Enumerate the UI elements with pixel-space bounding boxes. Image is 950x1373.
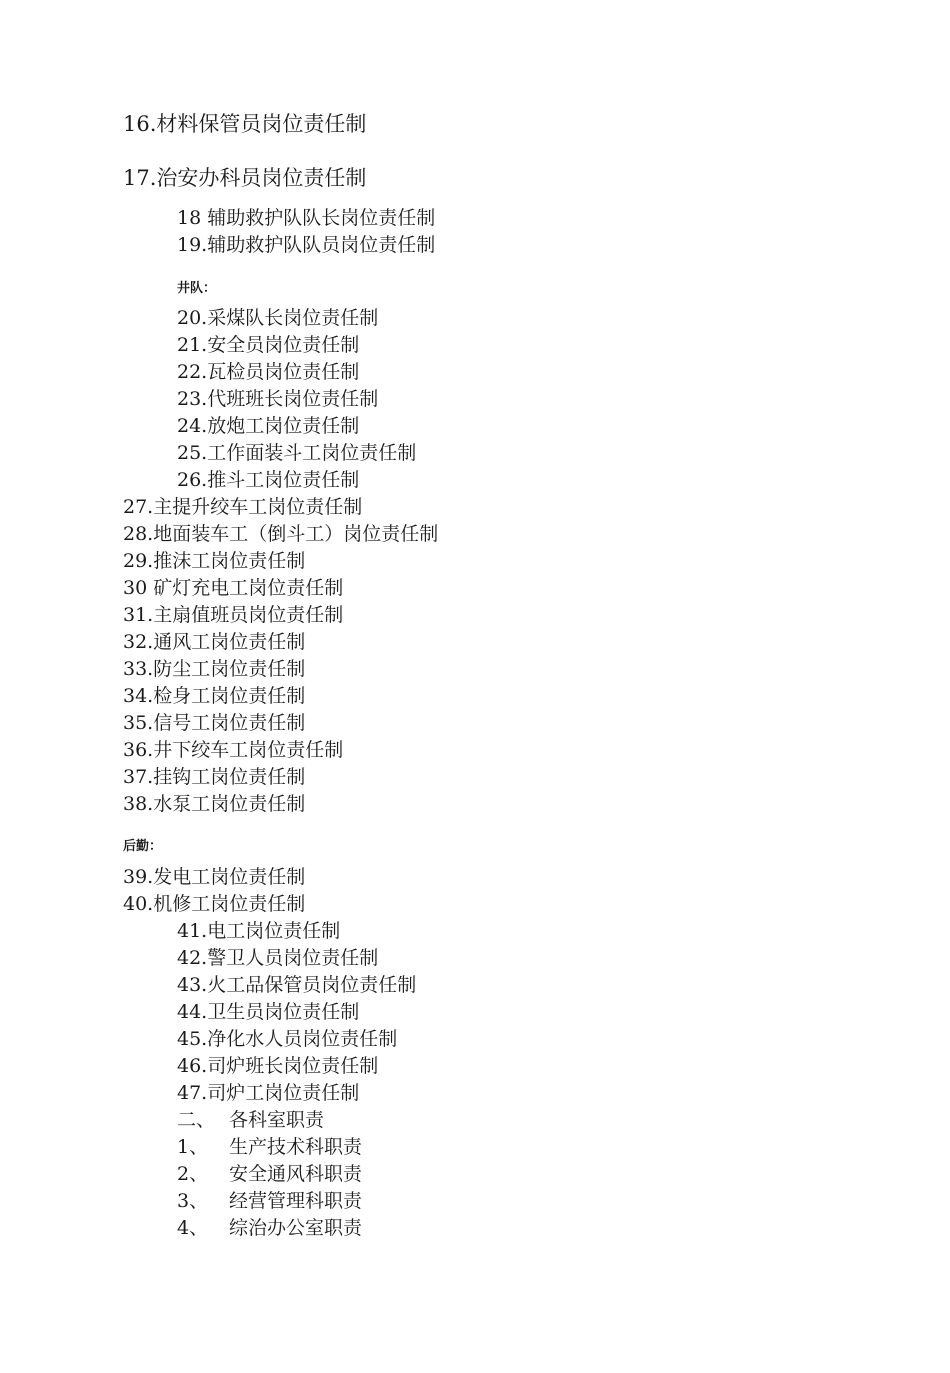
item-number: 2、 (177, 1163, 209, 1185)
item-text: 生产技术科职责 (229, 1136, 363, 1158)
heading-number: 二、 (177, 1109, 216, 1131)
list-item: 35.信号工岗位责任制 (123, 712, 306, 734)
item-text: 综治办公室职责 (229, 1217, 363, 1239)
list-item: 46.司炉班长岗位责任制 (177, 1055, 379, 1077)
list-item: 21.安全员岗位责任制 (177, 334, 360, 356)
section-heading-departments (177, 1111, 324, 1130)
department-item (177, 1138, 362, 1157)
list-item: 24.放炮工岗位责任制 (177, 415, 360, 437)
item-text: 安全通风科职责 (229, 1163, 363, 1185)
list-item: 18 辅助救护队队长岗位责任制 (177, 207, 436, 229)
list-item: 29.推沫工岗位责任制 (123, 550, 306, 572)
list-item: 26.推斗工岗位责任制 (177, 469, 360, 491)
item-number: 4、 (177, 1217, 209, 1239)
list-item: 33.防尘工岗位责任制 (123, 658, 306, 680)
list-item: 20.采煤队长岗位责任制 (177, 307, 379, 329)
list-item: 17.治安办科员岗位责任制 (123, 166, 367, 190)
item-number: 3、 (177, 1190, 209, 1212)
list-item: 22.瓦检员岗位责任制 (177, 361, 360, 383)
list-item: 38.水泵工岗位责任制 (123, 793, 306, 815)
list-item: 27.主提升绞车工岗位责任制 (123, 496, 363, 518)
list-item: 37.挂钩工岗位责任制 (123, 766, 306, 788)
list-item: 44.卫生员岗位责任制 (177, 1001, 360, 1023)
list-item: 36.井下绞车工岗位责任制 (123, 739, 344, 761)
department-item (177, 1219, 362, 1238)
list-item: 19.辅助救护队队员岗位责任制 (177, 234, 436, 256)
item-number: 1、 (177, 1136, 209, 1158)
list-item: 42.警卫人员岗位责任制 (177, 947, 379, 969)
list-item: 30 矿灯充电工岗位责任制 (123, 577, 344, 599)
list-item: 41.电工岗位责任制 (177, 920, 341, 942)
section-heading-houqin: 后勤： (123, 839, 163, 854)
list-item: 40.机修工岗位责任制 (123, 893, 306, 915)
list-item: 39.发电工岗位责任制 (123, 866, 306, 888)
list-item: 25.工作面装斗工岗位责任制 (177, 442, 417, 464)
list-item: 47.司炉工岗位责任制 (177, 1082, 360, 1104)
heading-text: 各科室职责 (229, 1109, 325, 1131)
item-text: 经营管理科职责 (229, 1190, 363, 1212)
list-item: 23.代班班长岗位责任制 (177, 388, 379, 410)
department-item (177, 1192, 362, 1211)
list-item: 43.火工品保管员岗位责任制 (177, 974, 417, 996)
list-item: 16.材料保管员岗位责任制 (123, 112, 367, 136)
department-item (177, 1165, 362, 1184)
list-item: 28.地面装车工（倒斗工）岗位责任制 (123, 523, 439, 545)
list-item: 32.通风工岗位责任制 (123, 631, 306, 653)
list-item: 45.净化水人员岗位责任制 (177, 1028, 398, 1050)
list-item: 34.检身工岗位责任制 (123, 685, 306, 707)
section-heading-jingdui: 井队： (177, 281, 217, 296)
list-item: 31.主扇值班员岗位责任制 (123, 604, 344, 626)
